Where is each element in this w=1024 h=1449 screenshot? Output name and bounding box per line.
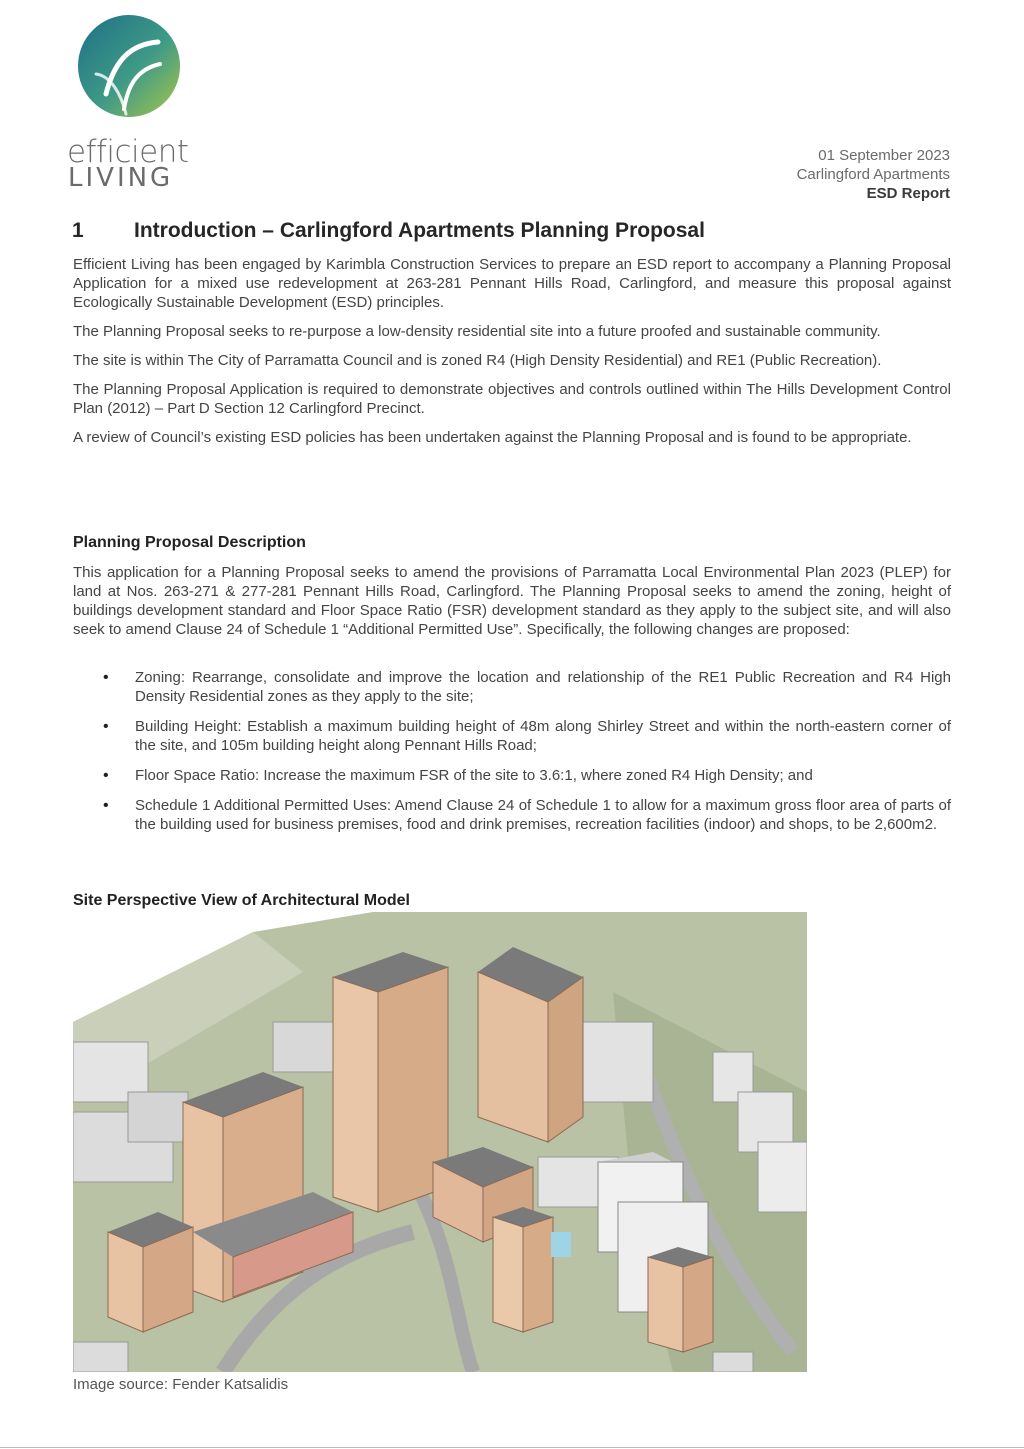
intro-paragraph: Efficient Living has been engaged by Karimbla Construction Services to prepare an ESD report to accompany a Planning Proposal Application for a mixed use redevelopment at 263-281 Pennant Hills Road, Carlingford, and measure this proposal against Ecologically Sustainable Development (ESD) principles.	[73, 256, 951, 311]
list-item: • Building Height: Establish a maximum building height of 48m along Shirley Street and within the north-eastern corner of the site, and 105m building height along Pennant Hills Road;	[73, 717, 951, 755]
report-type: ESD Report	[866, 185, 950, 202]
report-date: 01 September 2023	[818, 147, 950, 164]
intro-text	[73, 255, 951, 457]
intro-paragraph: The Planning Proposal seeks to re-purpose a low-density residential site into a future proofed and sustainable community.	[73, 323, 881, 340]
logo-wordmark-bottom: LIVING	[68, 163, 174, 193]
section-title: Introduction – Carlingford Apartments Planning Proposal	[134, 219, 705, 242]
section-heading	[72, 219, 705, 243]
description-text	[73, 563, 951, 649]
logo-wordmark-top: efficient	[67, 134, 189, 170]
description-paragraph: This application for a Planning Proposal seeks to amend the provisions of Parramatta Local Environmental Plan 2023 (PLEP) for land at Nos. 263-271 & 277-281 Pennant Hills Road, Carlingford. The Planning Proposal seeks to amend the zoning, height of buildings development standard and Floor Space Ratio (FSR) development standard as they apply to the subject site, and will also seek to amend Clause 24 of Schedule 1 “Additional Permitted Use”. Specifically, the following changes are proposed:	[73, 564, 951, 638]
list-item: • Zoning: Rearrange, consolidate and improve the location and relationship of the RE1 Public Recreation and R4 High Density Residential zones as they apply to the site;	[73, 668, 951, 706]
page-bottom-rule	[0, 1447, 1024, 1448]
list-item: • Schedule 1 Additional Permitted Uses: Amend Clause 24 of Schedule 1 to allow for a maximum gross floor area of parts of the building used for business premises, food and drink premises, recreation facilities (indoor) and shops, to be 2,600m2.	[73, 796, 951, 834]
report-header	[797, 146, 950, 203]
section-number: 1	[72, 219, 84, 242]
proposed-changes-list	[73, 668, 951, 845]
intro-paragraph: The site is within The City of Parramatta Council and is zoned R4 (High Density Residential) and RE1 (Public Recreation).	[73, 352, 882, 369]
intro-paragraph: The Planning Proposal Application is required to demonstrate objectives and controls outlined within The Hills Development Control Plan (2012) – Part D Section 12 Carlingford Precinct.	[73, 381, 951, 417]
figure-caption: Image source: Fender Katsalidis	[73, 1376, 289, 1393]
description-heading: Planning Proposal Description	[73, 534, 306, 551]
architectural-model-image	[73, 912, 807, 1372]
intro-paragraph: A review of Council’s existing ESD policies has been undertaken against the Planning Proposal and is found to be appropriate.	[73, 429, 912, 446]
list-item: • Floor Space Ratio: Increase the maximum FSR of the site to 3.6:1, where zoned R4 High Density; and	[73, 766, 951, 785]
figure-heading: Site Perspective View of Architectural Model	[73, 892, 410, 909]
project-name: Carlingford Apartments	[796, 166, 950, 183]
